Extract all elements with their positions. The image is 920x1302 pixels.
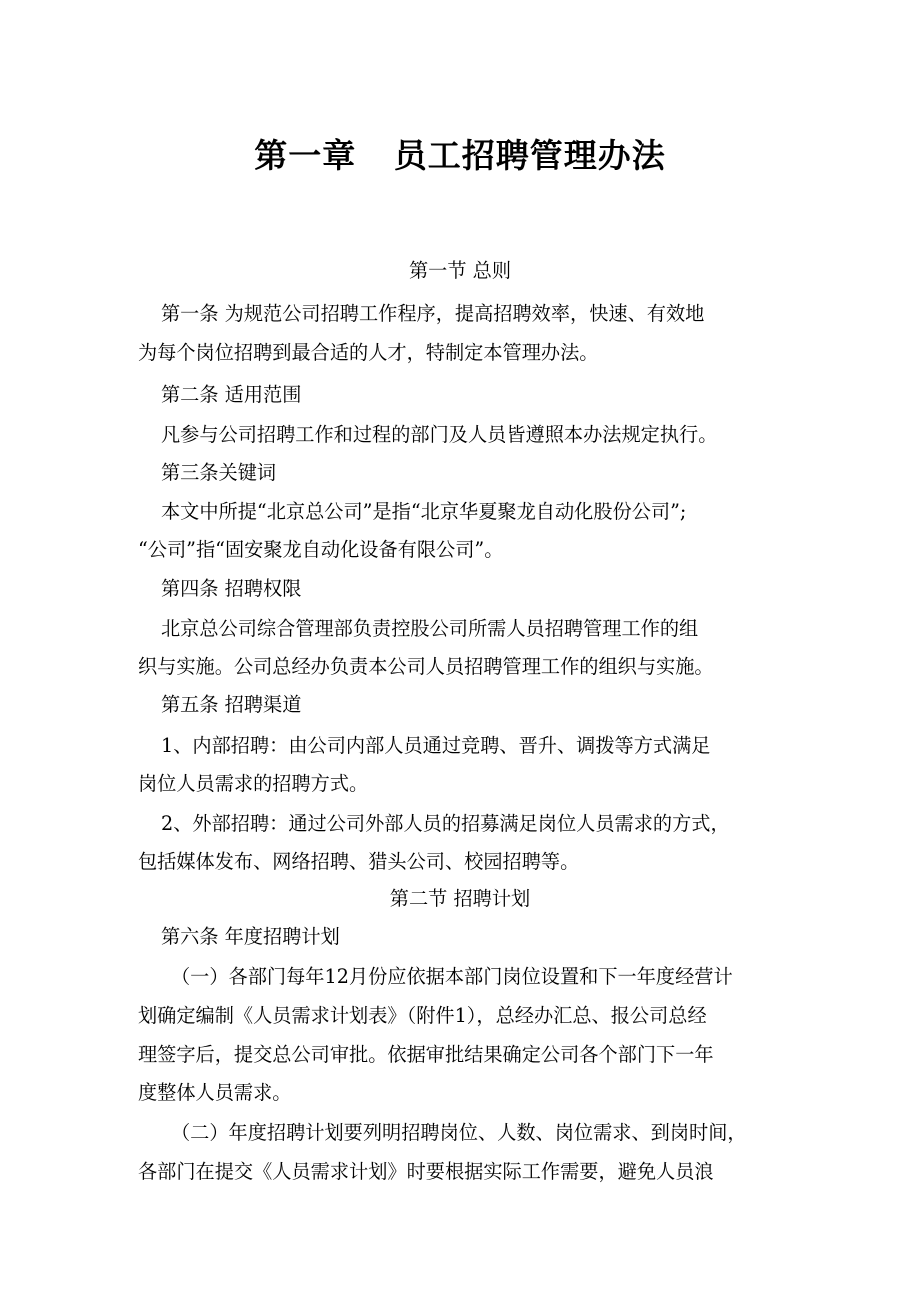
list-item-text: 岗位人员需求的招聘方式。 (138, 772, 369, 795)
article-text: 凡参与公司招聘工作和过程的部门及人员皆遵照本办法规定执行。 (161, 423, 718, 446)
article-heading: 第四条 招聘权限 (161, 577, 302, 600)
article-heading: 第六条 年度招聘计划 (161, 925, 340, 948)
article-text: 理签字后，提交总公司审批。依据审批结果确定公司各个部门下一年 (138, 1043, 714, 1066)
article-text: 本文中所提“北京总公司”是指“北京华夏聚龙自动化股份公司”; (161, 500, 687, 523)
section-heading: 第二节 招聘计划 (389, 887, 531, 910)
chapter-title: 第一章 员工招聘管理办法 (254, 136, 666, 175)
list-item-text: 2、外部招聘：通过公司外部人员的招募满足岗位人员需求的方式， (161, 812, 730, 835)
article-text: （一）各部门每年12月份应依据本部门岗位设置和下一年度经营计 (171, 965, 733, 988)
article-text: 织与实施。公司总经办负责本公司人员招聘管理工作的组织与实施。 (138, 655, 714, 678)
list-item-text: 1、内部招聘：由公司内部人员通过竞聘、晋升、调拨等方式满足 (161, 734, 711, 757)
list-item-text: 包括媒体发布、网络招聘、猎头公司、校园招聘等。 (138, 850, 580, 873)
article-heading: 第二条 适用范围 (161, 383, 302, 406)
article-text: 划确定编制《人员需求计划表》（附件1），总经办汇总、报公司总经 (138, 1004, 707, 1027)
article-heading: 第五条 招聘渠道 (161, 693, 302, 716)
article-text: 各部门在提交《人员需求计划》时要根据实际工作需要，避免人员浪 (138, 1160, 714, 1183)
article-text: 第一条 为规范公司招聘工作程序，提高招聘效率，快速、有效地 (161, 302, 705, 325)
article-heading: 第三条关键词 (161, 461, 277, 484)
article-text: “公司”指“固安聚龙自动化设备有限公司”。 (138, 538, 504, 561)
section-heading: 第一节 总则 (408, 259, 512, 282)
article-text: 北京总公司综合管理部负责控股公司所需人员招聘管理工作的组 (161, 617, 699, 640)
article-text: （二）年度招聘计划要列明招聘岗位、人数、岗位需求、到岗时间， (171, 1121, 747, 1144)
article-text: 度整体人员需求。 (138, 1081, 292, 1104)
article-text: 为每个岗位招聘到最合适的人才，特制定本管理办法。 (138, 341, 599, 364)
